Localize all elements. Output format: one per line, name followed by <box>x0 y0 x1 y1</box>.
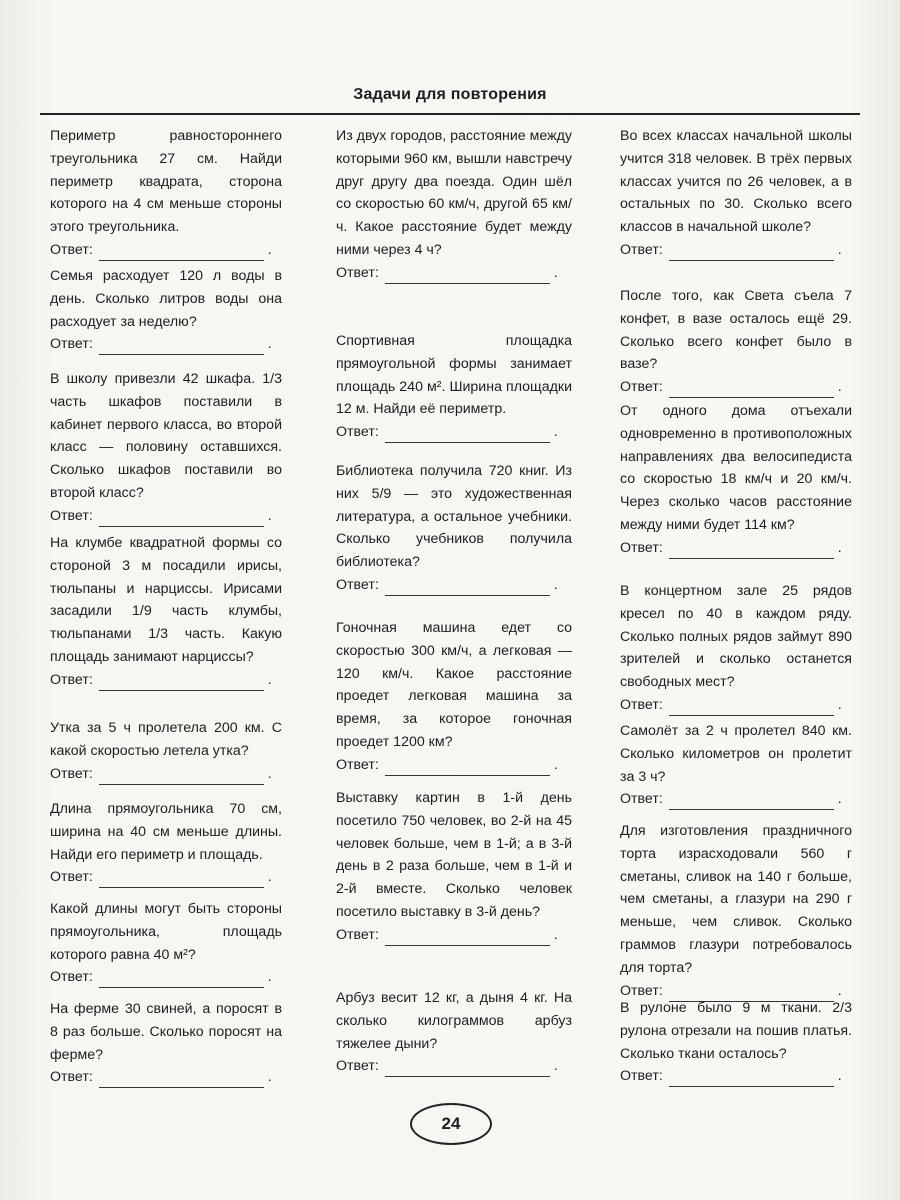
answer-row: Ответ: . <box>336 754 572 776</box>
task-text: В рулоне было 9 м ткани. 2/3 рулона отрезали на пошив платья. Сколько ткани осталось? <box>620 1000 852 1062</box>
answer-field[interactable] <box>385 1061 550 1077</box>
answer-field[interactable] <box>99 872 264 888</box>
task-card <box>620 285 852 398</box>
answer-label: Ответ: <box>620 241 663 258</box>
task-card <box>50 265 282 355</box>
task-text: Для изготовления праздничного торта израсходовали 560 г сметаны, сливок на 140 г больше, чем сметаны, а глазури на 290 г меньше, чем сливок. Сколько граммов глазури потребовалось для торта? <box>620 823 852 976</box>
task-card <box>336 787 572 946</box>
task-text: После того, как Света съела 7 конфет, в вазе осталось ещё 29. Сколько всего конфет было в вазе? <box>620 288 852 373</box>
task-card <box>620 400 852 559</box>
answer-row: Ответ: . <box>336 421 572 443</box>
answer-row: Ответ: . <box>50 333 282 355</box>
answer-row: Ответ: . <box>620 980 852 1002</box>
task-text: Гоночная машина едет со скоростью 300 км/ч, а легковая — 120 км/ч. Какое расстояние проедет легковая машина за время, за которое гоночная проедет 1200 км? <box>336 620 572 750</box>
task-card <box>336 617 572 776</box>
answer-field[interactable] <box>385 580 550 596</box>
answer-label: Ответ: <box>336 264 379 281</box>
task-card <box>620 720 852 810</box>
answer-row: Ответ: . <box>50 505 282 527</box>
answer-row: Ответ: . <box>620 1065 852 1087</box>
answer-field[interactable] <box>385 760 550 776</box>
title-divider <box>40 113 860 115</box>
answer-row: Ответ: . <box>50 1066 282 1088</box>
task-card <box>620 580 852 716</box>
answer-field[interactable] <box>99 1072 264 1088</box>
answer-field[interactable] <box>669 1071 834 1087</box>
task-text: Выставку картин в 1-й день посетило 750 человек, во 2-й на 45 человек больше, чем в 1-й; а в 3-й день в 2 раза больше, чем в 1-й и 2-й вместе. Сколько человек посетило выставку в 3-й день? <box>336 790 572 920</box>
answer-row: Ответ: . <box>336 262 572 284</box>
answer-label: Ответ: <box>336 1058 379 1075</box>
answer-label: Ответ: <box>620 379 663 396</box>
task-text: Периметр равностороннего треугольника 27 см. Найди периметр квадрата, сторона которого на 4 см меньше стороны этого треугольника. <box>50 128 282 236</box>
task-card <box>336 125 572 284</box>
task-text: Библиотека получила 720 книг. Из них 5/9 — это художественная литература, а остальное учебники. Сколько учебников получила библиотека? <box>336 463 572 571</box>
answer-field[interactable] <box>99 511 264 527</box>
task-card <box>336 460 572 596</box>
task-card <box>620 820 852 1002</box>
answer-field[interactable] <box>669 794 834 810</box>
answer-label: Ответ: <box>620 696 663 713</box>
answer-row: Ответ: . <box>336 1055 572 1077</box>
answer-label: Ответ: <box>50 1069 93 1086</box>
task-text: Утка за 5 ч пролетела 200 км. С какой скоростью летела утка? <box>50 720 282 759</box>
task-card <box>336 330 572 443</box>
task-text: Семья расходует 120 л воды в день. Сколько литров воды она расходует за неделю? <box>50 268 282 330</box>
task-card <box>50 717 282 785</box>
answer-row: Ответ: . <box>620 788 852 810</box>
answer-row: Ответ: . <box>50 669 282 691</box>
answer-field[interactable] <box>669 700 834 716</box>
task-card <box>50 798 282 888</box>
task-card <box>50 532 282 691</box>
answer-row: Ответ: . <box>50 239 282 261</box>
answer-label: Ответ: <box>50 765 93 782</box>
task-card <box>50 125 282 261</box>
answer-field[interactable] <box>99 769 264 785</box>
page-title: Задачи для повторения <box>353 86 547 103</box>
answer-row: Ответ: . <box>620 376 852 398</box>
answer-label: Ответ: <box>50 507 93 524</box>
answer-label: Ответ: <box>336 424 379 441</box>
answer-label: Ответ: <box>620 791 663 808</box>
answer-row: Ответ: . <box>620 537 852 559</box>
answer-row: Ответ: . <box>50 763 282 785</box>
task-text: Из двух городов, расстояние между которыми 960 км, вышли навстречу друг другу два поезда. Один шёл со скоростью 60 км/ч, другой 65 км/ч. Какое расстояние будет между ними через 4 ч? <box>336 128 572 258</box>
answer-field[interactable] <box>385 930 550 946</box>
task-text: В школу привезли 42 шкафа. 1/3 часть шкафов поставили в кабинет первого класса, во второй класс — половину оставшихся. Сколько шкафов поставили во второй класс? <box>50 371 282 501</box>
answer-label: Ответ: <box>50 969 93 986</box>
answer-label: Ответ: <box>50 671 93 688</box>
task-text: В концертном зале 25 рядов кресел по 40 в каждом ряду. Сколько полных рядов займут 890 зрителей и сколько останется свободных мест? <box>620 583 852 691</box>
answer-label: Ответ: <box>336 756 379 773</box>
task-text: Арбуз весит 12 кг, а дыня 4 кг. На сколько килограммов арбуз тяжелее дыни? <box>336 990 572 1052</box>
answer-label: Ответ: <box>336 926 379 943</box>
task-card <box>50 898 282 988</box>
answer-field[interactable] <box>99 245 264 261</box>
answer-row: Ответ: . <box>336 924 572 946</box>
task-text: Какой длины могут быть стороны прямоугольника, площадь которого равна 40 м²? <box>50 901 282 963</box>
answer-field[interactable] <box>99 972 264 988</box>
task-card <box>50 998 282 1088</box>
answer-label: Ответ: <box>50 336 93 353</box>
answer-field[interactable] <box>99 339 264 355</box>
answer-field[interactable] <box>99 675 264 691</box>
answer-label: Ответ: <box>620 982 663 999</box>
answer-field[interactable] <box>669 543 834 559</box>
task-card <box>50 368 282 527</box>
answer-row: Ответ: . <box>50 866 282 888</box>
task-text: Спортивная площадка прямоугольной формы занимает площадь 240 м². Ширина площадки 12 м. Найди её периметр. <box>336 333 572 418</box>
answer-row: Ответ: . <box>620 694 852 716</box>
task-text: На ферме 30 свиней, а поросят в 8 раз больше. Сколько поросят на ферме? <box>50 1001 282 1063</box>
task-card <box>336 987 572 1077</box>
answer-label: Ответ: <box>50 869 93 886</box>
task-card <box>620 125 852 261</box>
answer-label: Ответ: <box>50 241 93 258</box>
page-number-badge: 24 <box>410 1103 492 1145</box>
answer-row: Ответ: . <box>50 966 282 988</box>
answer-field[interactable] <box>385 268 550 284</box>
answer-label: Ответ: <box>620 539 663 556</box>
answer-row: Ответ: . <box>336 574 572 596</box>
answer-label: Ответ: <box>620 1068 663 1085</box>
task-text: Самолёт за 2 ч пролетел 840 км. Сколько километров он пролетит за 3 ч? <box>620 723 852 785</box>
task-text: Во всех классах начальной школы учится 318 человек. В трёх первых классах учится по 26 человек, а в остальных по 30. Сколько всего классов в начальной школе? <box>620 128 852 236</box>
answer-field[interactable] <box>669 245 834 261</box>
answer-label: Ответ: <box>336 576 379 593</box>
answer-field[interactable] <box>385 427 550 443</box>
task-card <box>620 997 852 1087</box>
answer-field[interactable] <box>669 382 834 398</box>
task-text: От одного дома отъехали одновременно в противоположных направлениях два велосипедиста со скоростью 18 км/ч и 20 км/ч. Через сколько часов расстояние между ними будет 114 км? <box>620 403 852 533</box>
task-text: Длина прямоугольника 70 см, ширина на 40 см меньше длины. Найди его периметр и площадь. <box>50 801 282 863</box>
task-text: На клумбе квадратной формы со стороной 3 м посадили ирисы, тюльпаны и нарциссы. Ирисами засадили 1/9 часть клумбы, тюльпанами 1/3 часть. Какую площадь занимают нарциссы? <box>50 535 282 665</box>
answer-row: Ответ: . <box>620 239 852 261</box>
